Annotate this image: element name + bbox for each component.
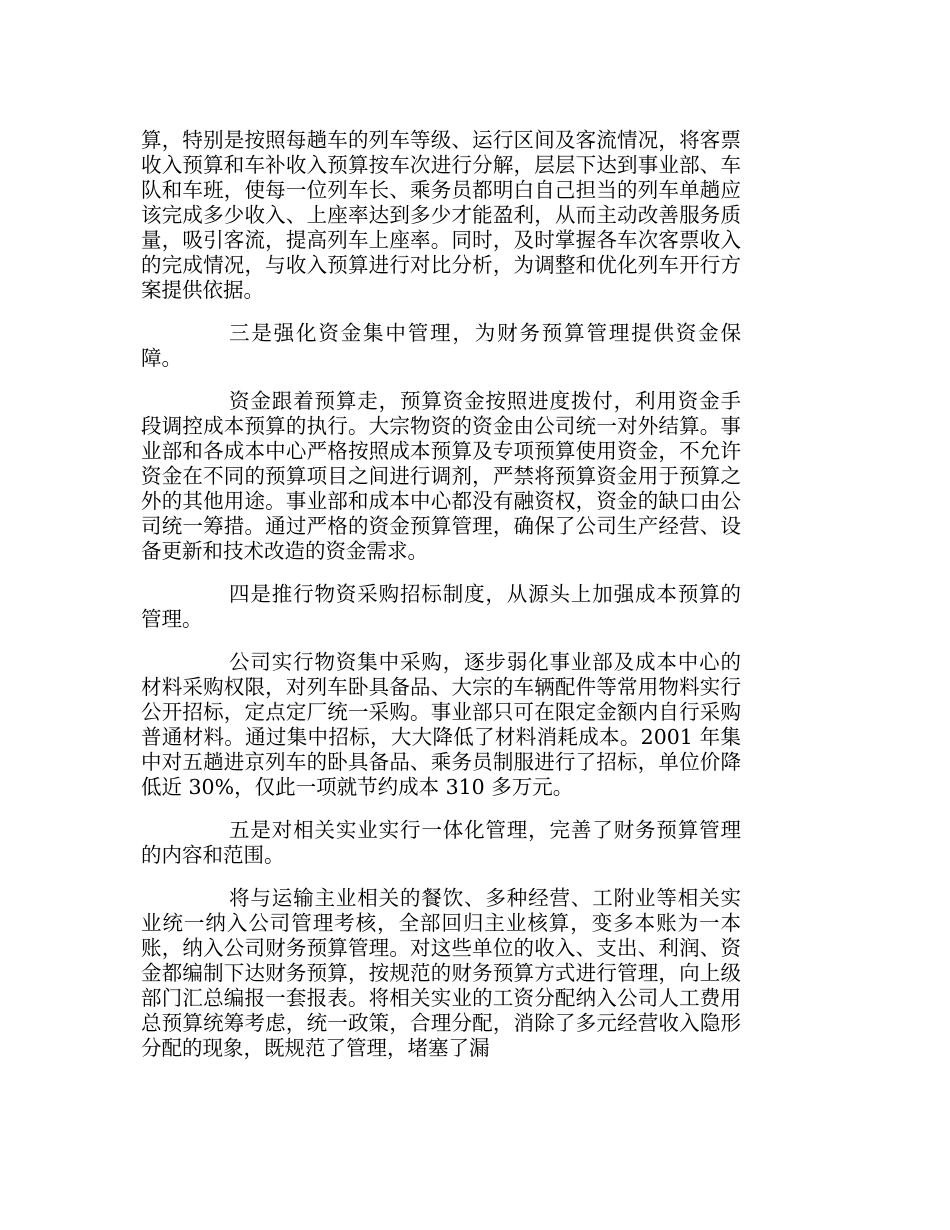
section-heading: 五是对相关实业实行一体化管理，完善了财务预算管理的内容和范围。: [141, 818, 741, 867]
body-paragraph: 将与运输主业相关的餐饮、多种经营、工附业等相关实业统一纳入公司管理考核，全部回归主业核算，变多本账为一本账，纳入公司财务预算管理。对这些单位的收入、支出、利润、资金都编制下达财务预算，按规范的财务预算方式进行管理，向上级部门汇总编报一套报表。将相关实业的工资分配纳入公司人工费用总预算统筹考虑，统一政策，合理分配，消除了多元经营收入隐形分配的现象，既规范了管理，堵塞了漏: [141, 886, 741, 1060]
section-heading: 三是强化资金集中管理，为财务预算管理提供资金保障。: [141, 321, 741, 370]
document-page: [141, 128, 741, 1061]
body-paragraph: 资金跟着预算走，预算资金按照进度拨付，利用资金手段调控成本预算的执行。大宗物资的资金由公司统一对外结算。事业部和各成本中心严格按照成本预算及专项预算使用资金，不允许资金在不同的预算项目之间进行调剂，严禁将预算资金用于预算之外的其他用途。事业部和成本中心都没有融资权，资金的缺口由公司统一筹措。通过严格的资金预算管理，确保了公司生产经营、设备更新和技术改造的资金需求。: [141, 389, 741, 563]
body-paragraph: 算，特别是按照每趟车的列车等级、运行区间及客流情况，将客票收入预算和车补收入预算按车次进行分解，层层下达到事业部、车队和车班，使每一位列车长、乘务员都明白自己担当的列车单趟应该完成多少收入、上座率达到多少才能盈利，从而主动改善服务质量，吸引客流，提高列车上座率。同时，及时掌握各车次客票收入的完成情况，与收入预算进行对比分析，为调整和优化列车开行方案提供依据。: [141, 128, 741, 302]
section-heading: 四是推行物资采购招标制度，从源头上加强成本预算的管理。: [141, 582, 741, 631]
body-paragraph: 公司实行物资集中采购，逐步弱化事业部及成本中心的材料采购权限，对列车卧具备品、大宗的车辆配件等常用物料实行公开招标，定点定厂统一采购。事业部只可在限定金额内自行采购普通材料。通过集中招标，大大降低了材料消耗成本。2001 年集中对五趟进京列车的卧具备品、乘务员制服进行了招标，单位价降低近 30%，仅此一项就节约成本 310 多万元。: [141, 650, 741, 799]
